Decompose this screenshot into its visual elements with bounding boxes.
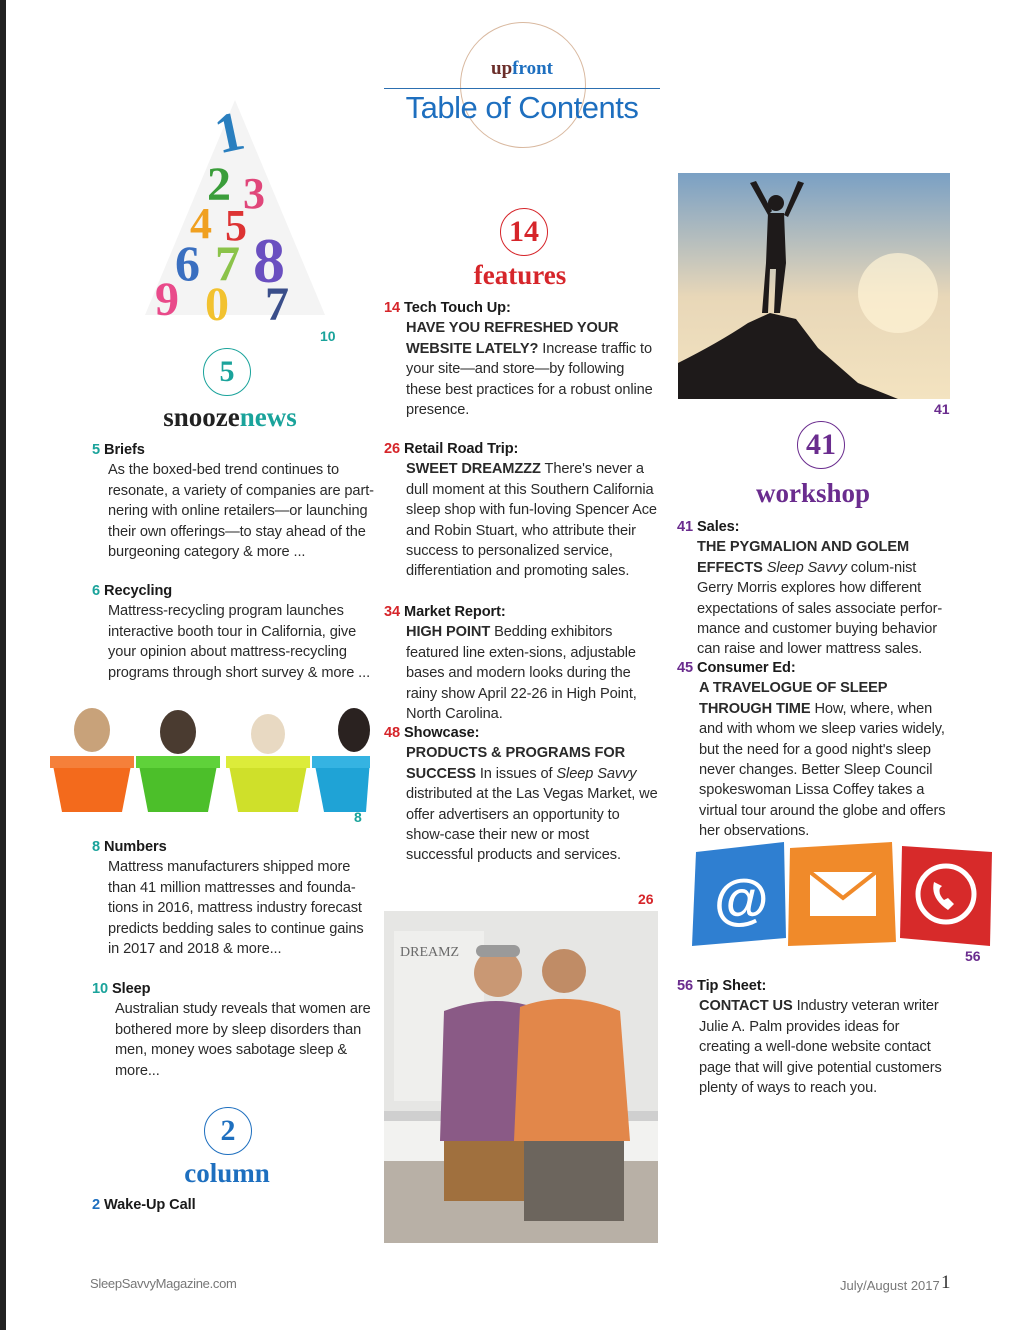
header-circle <box>460 22 586 148</box>
entry-title-caps: HAVE YOU REFRESHED YOUR WEBSITE LATELY? <box>406 320 619 357</box>
store-owners-photo <box>384 911 658 1243</box>
entry-title-caps: THE PYGMALION AND GOLEM EFFECTS <box>697 539 910 576</box>
svg-text:@: @ <box>714 867 769 930</box>
svg-text:6: 6 <box>175 235 200 291</box>
entry-description: Mattress-recycling program launches interactive booth tour in California, give your opinion about mattress-recycling programs through short survey & more ... <box>108 603 371 681</box>
entry-page: 8 <box>92 839 101 855</box>
footer-issue-date: July/August 2017 <box>840 1278 940 1293</box>
entry-title-caps: CONTACT US <box>699 998 793 1015</box>
svg-text:0: 0 <box>205 278 229 330</box>
features-title: features <box>473 260 567 290</box>
entry-heading: Tip Sheet: <box>697 978 767 994</box>
feature-entry-retail[interactable] <box>384 439 660 582</box>
snoozenews-title-part-1: snooze <box>163 402 240 432</box>
entry-description: As the boxed-bed trend continues to resonate, a variety of companies are part-nering with online retailers—or launching their own offerings—to stay ahead of the burgeoning category & more ... <box>108 462 374 561</box>
entry-description: How, where, when and with whom we sleep varies widely, but the need for a good night's sleep never changes. Better Sleep Council spokeswoman Lissa Coffey takes a virtual tour around the globe and offers her observations. <box>699 700 946 840</box>
phone-icon <box>900 846 992 946</box>
feature-entry-showcase[interactable] <box>384 723 660 866</box>
entry-page: 5 <box>92 442 101 458</box>
entry-description: colum-nist Gerry Morris explores how different expectations of sales associate perfor-mance and customer buying behavior can raise and lower mattress sales. <box>697 559 943 658</box>
footer-page-number: 1 <box>941 1272 951 1293</box>
puppies-in-pots-image <box>30 700 370 818</box>
snooze-entry-sleep[interactable] <box>92 979 374 1081</box>
entry-title-caps: PRODUCTS & PROGRAMS FOR SUCCESS <box>406 745 626 782</box>
column-title: column <box>184 1158 270 1188</box>
features-number: 14 <box>500 208 548 256</box>
entry-heading: Wake-Up Call <box>104 1197 196 1213</box>
snooze-entry-briefs[interactable] <box>92 440 374 562</box>
entry-heading: Numbers <box>104 839 167 855</box>
snooze-entry-numbers[interactable] <box>92 837 374 959</box>
puppies-image-caption: 8 <box>354 809 362 825</box>
entry-title-caps: HIGH POINT <box>406 624 491 641</box>
svg-text:8: 8 <box>253 225 285 296</box>
entry-description-1: In issues of <box>479 765 553 782</box>
entry-heading: Showcase: <box>404 725 480 741</box>
upfront-label <box>470 58 574 80</box>
entry-title-caps: SWEET DREAMZZZ <box>406 461 541 478</box>
entry-page: 10 <box>92 981 109 997</box>
page-spine <box>0 0 6 1330</box>
contact-image-caption: 56 <box>965 948 981 964</box>
entry-page: 56 <box>677 978 694 994</box>
entry-title-caps: A TRAVELOGUE OF SLEEP THROUGH TIME <box>699 680 888 717</box>
email-at-icon <box>692 842 786 946</box>
svg-text:4: 4 <box>190 199 212 248</box>
feature-entry-market[interactable] <box>384 602 660 724</box>
svg-text:9: 9 <box>155 273 179 326</box>
workshop-entry-tipsheet[interactable] <box>677 976 951 1098</box>
envelope-icon <box>788 842 896 946</box>
workshop-entry-consumer[interactable] <box>677 658 951 842</box>
entry-description: Bedding exhibitors featured line exten-sions, adjustable bases and modern looks during the rainy show April 22-26 in High Point, North Carolina. <box>406 624 637 723</box>
entry-heading: Recycling <box>104 583 173 599</box>
column-number: 2 <box>204 1107 252 1155</box>
feature-entry-tech[interactable] <box>384 298 660 420</box>
workshop-number: 41 <box>797 421 845 469</box>
entry-heading: Sales: <box>697 519 740 535</box>
numbers-pile-image <box>135 90 335 330</box>
footer-website[interactable]: SleepSavvyMagazine.com <box>90 1276 237 1291</box>
svg-text:3: 3 <box>243 169 265 218</box>
entry-heading: Consumer Ed: <box>697 660 796 676</box>
entry-description: There's never a dull moment at this Southern California sleep shop with fun-loving Spencer Ace and Robin Stuart, who attribute their success to personalized service, differentiation and promoting sales. <box>406 461 657 580</box>
upfront-part-1: up <box>491 58 513 79</box>
entry-page: 48 <box>384 725 401 741</box>
contact-icons-image <box>686 838 1000 950</box>
numbers-image-caption: 10 <box>320 328 336 344</box>
entry-page: 14 <box>384 300 401 316</box>
climber-image-caption: 41 <box>934 401 950 417</box>
entry-heading: Market Report: <box>404 604 506 620</box>
entry-page: 2 <box>92 1197 101 1213</box>
entry-description-italic: Sleep Savvy <box>766 559 847 576</box>
entry-description: Increase traffic to your site—and store—by following these best practices for a robust online presence. <box>406 340 653 419</box>
svg-text:7: 7 <box>265 278 289 330</box>
entry-heading: Sleep <box>112 981 151 997</box>
entry-description: Mattress manufacturers shipped more than 41 million mattresses and founda-tions in 2016, mattress industry forecast predicts bedding sales to continue gains in 2017 and 2018 & more... <box>108 859 364 958</box>
svg-text:1: 1 <box>209 99 250 167</box>
entry-description: Industry veteran writer Julie A. Palm provides ideas for creating a well-done website contact page that will give potential customers plenty of ways to reach you. <box>699 998 942 1097</box>
snoozenews-title <box>120 402 340 433</box>
header-rule <box>384 88 660 89</box>
entry-heading: Tech Touch Up: <box>404 300 511 316</box>
entry-description-2: distributed at the Las Vegas Market, we offer advertisers an opportunity to show-case their new or most successful products and services. <box>406 786 658 864</box>
snoozenews-number: 5 <box>203 348 251 396</box>
snooze-entry-recycling[interactable] <box>92 581 374 683</box>
entry-page: 41 <box>677 519 694 535</box>
entry-page: 26 <box>384 441 401 457</box>
entry-heading: Briefs <box>104 442 145 458</box>
entry-page: 6 <box>92 583 101 599</box>
svg-text:5: 5 <box>225 201 247 250</box>
entry-description: Australian study reveals that women are bothered more by sleep disorders than men, money woes sabotage sleep & more... <box>115 1001 371 1079</box>
workshop-entry-sales[interactable] <box>677 517 951 660</box>
entry-page: 45 <box>677 660 694 676</box>
upfront-part-2: front <box>512 58 553 79</box>
page-title: Table of Contents <box>405 90 639 125</box>
snoozenews-title-part-2: news <box>239 402 297 432</box>
climber-silhouette-photo <box>678 173 950 399</box>
svg-text:7: 7 <box>215 235 240 291</box>
workshop-title: workshop <box>755 478 871 508</box>
store-sign-text: DREAMZ <box>400 945 460 960</box>
column-entry-wakeup[interactable] <box>92 1195 374 1215</box>
entry-description-italic: Sleep Savvy <box>556 765 637 782</box>
store-image-caption: 26 <box>638 891 654 907</box>
svg-text:2: 2 <box>207 158 231 211</box>
entry-heading: Retail Road Trip: <box>404 441 519 457</box>
entry-page: 34 <box>384 604 401 620</box>
